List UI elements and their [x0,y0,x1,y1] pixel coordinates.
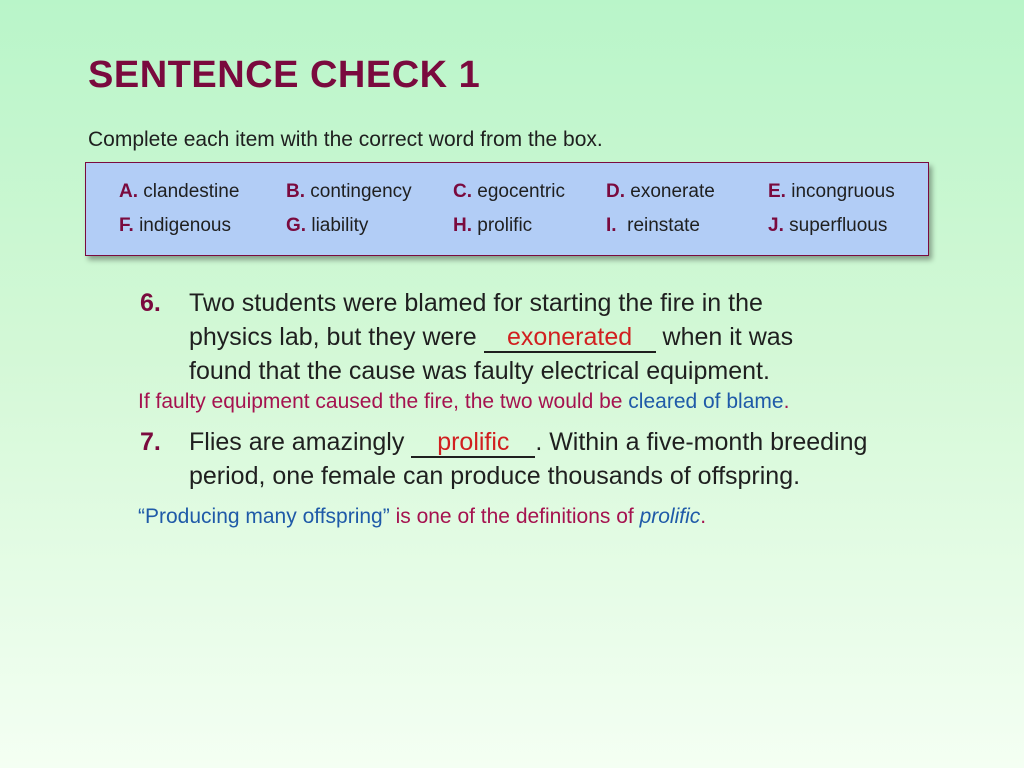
word-option-j: J. superfluous [768,215,888,236]
word-option-g: G. liability [286,215,369,236]
word-option-f: F. indigenous [119,215,231,236]
word-option-h: H. prolific [453,215,533,236]
item-number: 6. [140,289,161,317]
word-option-i: I. reinstate [606,215,700,236]
item-7-hint: “Producing many offspring” is one of the definitions of prolific. [138,505,707,528]
word-option-b: B. contingency [286,181,412,202]
item-number: 7. [140,428,161,456]
answer-blank[interactable]: exonerated [507,323,633,351]
item-7-line1: Flies are amazingly prolific . Within a five-month breeding [189,428,868,456]
item-7-line2: period, one female can produce thousands of offspring. [189,462,801,490]
item-6-line1: Two students were blamed for starting the fire in the [189,289,763,317]
instruction-text: Complete each item with the correct word from the box. [88,128,603,151]
word-option-c: C. egocentric [453,181,565,202]
answer-blank[interactable]: prolific [437,428,510,456]
word-box [85,162,929,256]
word-option-e: E. incongruous [768,181,895,202]
item-6-hint: If faulty equipment caused the fire, the two would be cleared of blame. [138,390,790,413]
slide-title: SENTENCE CHECK 1 [88,54,481,96]
word-option-a: A. clandestine [119,181,240,202]
item-6-line2: physics lab, but they were exonerated when it was [189,323,794,351]
item-6-line3: found that the cause was faulty electrical equipment. [189,357,770,385]
word-option-d: D. exonerate [606,181,715,202]
